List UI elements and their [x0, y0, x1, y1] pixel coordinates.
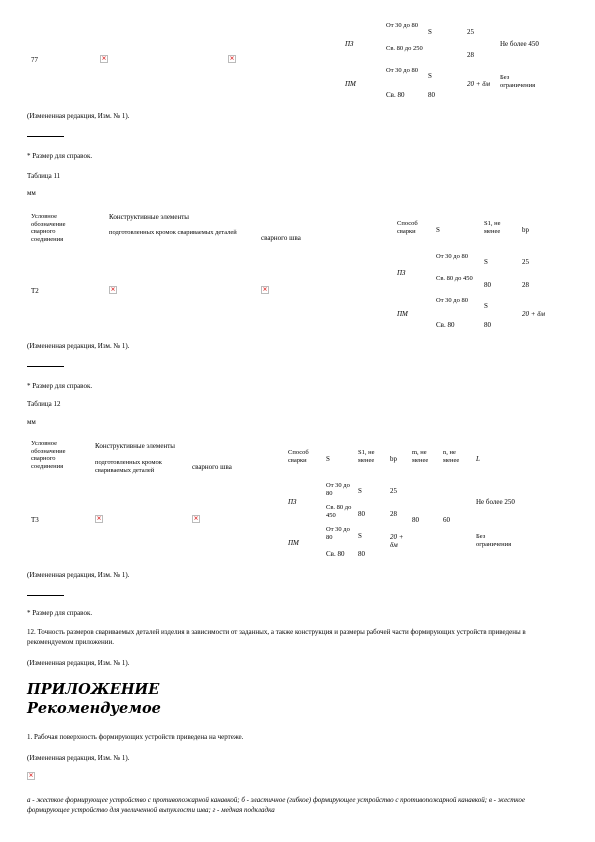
- header-elements: Конструктивные элементы: [109, 213, 189, 221]
- cell-limit: Без ограничения: [500, 74, 536, 89]
- header-weld: сварного шва: [261, 234, 301, 242]
- header-method: Способ сварки: [397, 220, 418, 235]
- figure-caption: а - жесткое формирующее устройство с противопожарной канавкой; б - эластичное (гибкое) формирующее устройство с противопожарной канавкой; в - жесткое формирующее устройство для увеличенной выпуклости шва; г - медная подкладка: [27, 796, 525, 814]
- broken-image-icon: ×: [262, 286, 268, 293]
- table-unit: мм: [27, 418, 36, 426]
- header-designation: Условное обозначение сварного соединения: [31, 213, 66, 243]
- cell-s-symbol: S: [358, 532, 362, 540]
- cell-s-symbol: 80: [428, 91, 435, 99]
- cell-s-symbol: S: [484, 258, 488, 266]
- change-note: (Измененная редакция, Изм. № 1).: [27, 112, 130, 120]
- row-number: Т2: [31, 287, 39, 295]
- header-l: L: [476, 455, 480, 463]
- header-prepared-edges: подготовленных кромок свариваемых деталей: [109, 229, 237, 236]
- broken-image-icon: ×: [28, 772, 34, 779]
- broken-image-icon: ×: [229, 55, 235, 62]
- paragraph-12: 12. Точность размеров свариваемых деталей изделия в зависимости от заданных, а также конструкция и размеры рабочей части формирующих устройств приведены в рекомендуемом приложении.: [27, 628, 526, 646]
- cell-s-symbol: 80: [358, 510, 365, 518]
- method-label: ПМ: [345, 80, 356, 88]
- cell-m: 80: [412, 516, 419, 524]
- cell-s-range: Св. 80: [436, 321, 455, 329]
- change-note: (Измененная редакция, Изм. № 1).: [27, 342, 130, 350]
- broken-image-icon: ×: [101, 55, 107, 62]
- cell-s-range: От 30 до 80: [326, 526, 350, 541]
- broken-image-icon: ×: [96, 515, 102, 522]
- header-s: S: [436, 226, 440, 234]
- header-elements: Конструктивные элементы: [95, 442, 175, 450]
- header-prepared-edges: подготовленных кромок свариваемых деталей: [95, 459, 162, 474]
- header-m: m, не менее: [412, 449, 429, 464]
- footnote-divider: [27, 136, 64, 137]
- table-title: Таблица 11: [27, 172, 61, 180]
- cell-s-range: Св. 80 до 450: [436, 275, 473, 282]
- cell-s-range: От 30 до 80: [386, 67, 418, 74]
- cell-s-range: Св. 80 до 250: [386, 45, 423, 52]
- cell-s-range: От 30 до 80: [386, 22, 418, 29]
- header-weld: сварного шва: [192, 463, 232, 471]
- cell-value: 20 + δм: [467, 80, 490, 88]
- row-number: Т3: [31, 516, 39, 524]
- cell-value: 28: [522, 281, 529, 289]
- header-designation: Условное обозначение сварного соединения: [31, 440, 66, 470]
- change-note: (Измененная редакция, Изм. № 1).: [27, 571, 130, 579]
- cell-s-symbol: 80: [484, 281, 491, 289]
- method-label: ПЗ: [345, 40, 354, 48]
- cell-s-symbol: S: [358, 487, 362, 495]
- cell-s-range: От 30 до 80: [436, 253, 468, 260]
- change-note: (Измененная редакция, Изм. № 1).: [27, 754, 130, 762]
- cell-s-symbol: S: [428, 72, 432, 80]
- cell-value: 28: [390, 510, 397, 518]
- footnote: * Размер для справок.: [27, 609, 93, 617]
- header-s: S: [326, 455, 330, 463]
- appendix-paragraph: 1. Рабочая поверхность формирующих устройств приведена на чертеже.: [27, 733, 244, 741]
- header-bp: bр: [522, 226, 529, 234]
- cell-n: 60: [443, 516, 450, 524]
- method-label: ПМ: [288, 539, 299, 547]
- cell-value: 20 + δм: [390, 533, 404, 549]
- appendix-subtitle: Рекомендуемое: [27, 700, 161, 717]
- cell-s-range: Св. 80: [386, 91, 405, 99]
- footnote-divider: [27, 366, 64, 367]
- table-title: Таблица 12: [27, 400, 61, 408]
- cell-s-symbol: S: [428, 28, 432, 36]
- method-label: ПЗ: [288, 498, 297, 506]
- method-label: ПЗ: [397, 269, 406, 277]
- change-note: (Измененная редакция, Изм. № 1).: [27, 659, 130, 667]
- broken-image-icon: ×: [193, 515, 199, 522]
- cell-value: 20 + δм: [522, 310, 545, 318]
- method-label: ПМ: [397, 310, 408, 318]
- header-bp: bр: [390, 455, 397, 463]
- header-n: n, не менее: [443, 449, 460, 464]
- row-number: 77: [31, 56, 38, 64]
- broken-image-icon: ×: [110, 286, 116, 293]
- cell-s-range: От 30 до 80: [326, 482, 350, 497]
- cell-value: 25: [522, 258, 529, 266]
- cell-value: 25: [390, 487, 397, 495]
- table-unit: мм: [27, 189, 36, 197]
- cell-value: 28: [467, 51, 474, 59]
- cell-value: 25: [467, 28, 474, 36]
- cell-limit: Не более 250: [476, 498, 515, 506]
- cell-s-symbol: 80: [484, 321, 491, 329]
- header-s1: S1, не менее: [358, 449, 375, 464]
- cell-limit: Без ограничения: [476, 533, 512, 548]
- cell-s-range: Св. 80 до 450: [326, 504, 352, 519]
- appendix-title: ПРИЛОЖЕНИЕ: [27, 681, 160, 698]
- footnote: * Размер для справок.: [27, 152, 93, 160]
- header-method: Способ сварки: [288, 449, 309, 464]
- cell-s-symbol: S: [484, 302, 488, 310]
- footnote-divider: [27, 595, 64, 596]
- cell-s-range: Св. 80: [326, 550, 345, 558]
- cell-s-range: От 30 до 80: [436, 297, 468, 304]
- footnote: * Размер для справок.: [27, 382, 93, 390]
- cell-s-symbol: 80: [358, 550, 365, 558]
- header-s1: S1, не менее: [484, 220, 501, 235]
- cell-limit: Не более 450: [500, 40, 539, 48]
